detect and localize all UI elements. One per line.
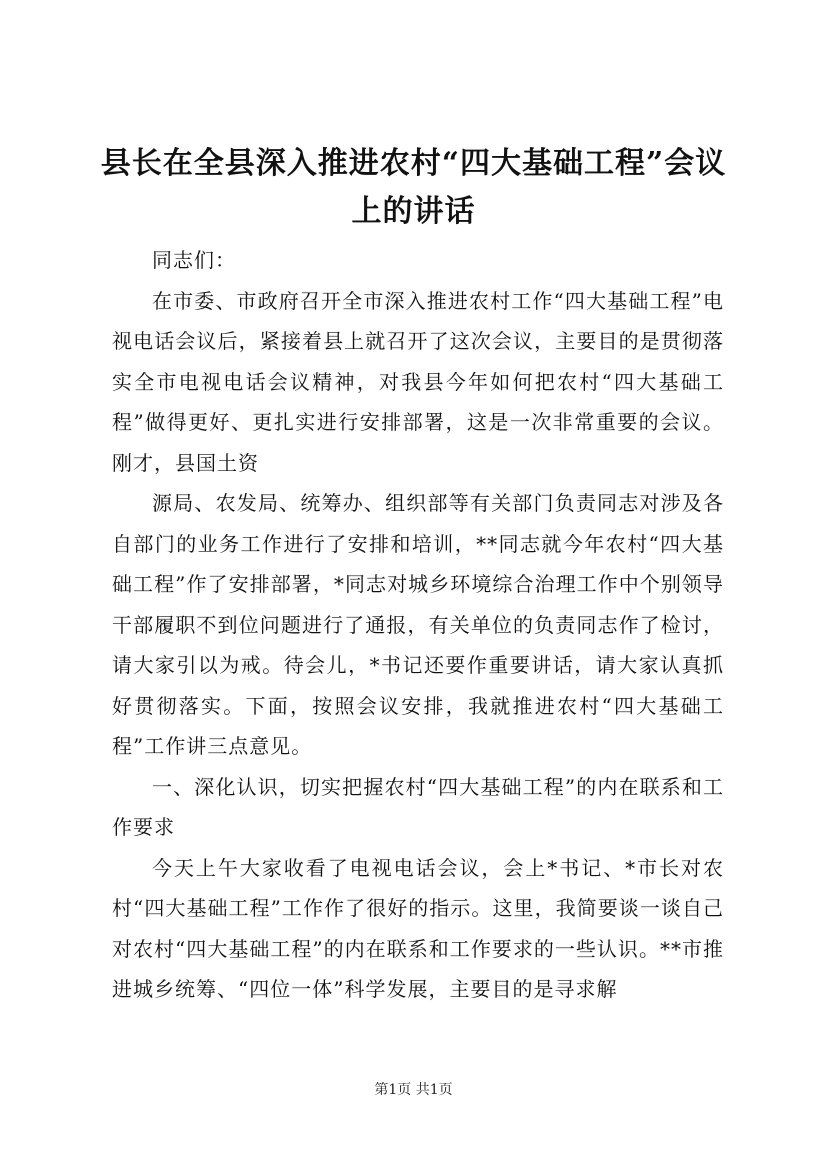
- salutation-paragraph: 同志们：: [152, 248, 236, 272]
- page-number-footer: 第1页 共1页: [374, 1082, 453, 1098]
- body-paragraph: 今天上午大家收看了电视电话会议，会上*书记、*市长对农村“四大基础工程”工作作了很好的指示。这里，我简要谈一谈自己对农村“四大基础工程”的内在联系和工作要求的一些认识。**市推进城乡统筹、“四位一体”科学发展，主要目的是寻求解: [112, 855, 724, 1001]
- document-title: 县长在全县深入推进农村“四大基础工程”会议上的讲话: [100, 146, 727, 229]
- body-paragraph: 源局、农发局、统筹办、组织部等有关部门负责同志对涉及各自部门的业务工作进行了安排和培训，**同志就今年农村“四大基础工程”作了安排部署，*同志对城乡环境综合治理工作中个别领导干部履职不到位问题进行了通报，有关单位的负责同志作了检讨，请大家引以为戒。待会儿，*书记还要作重要讲话，请大家认真抓好贯彻落实。下面，按照会议安排，我就推进农村“四大基础工程”工作讲三点意见。: [112, 491, 724, 758]
- section-heading: 一、深化认识，切实把握农村“四大基础工程”的内在联系和工作要求: [112, 774, 724, 839]
- document-body: [112, 240, 724, 1010]
- body-paragraph: 在市委、市政府召开全市深入推进农村工作“四大基础工程”电视电话会议后，紧接着县上就召开了这次会议，主要目的是贯彻落实全市电视电话会议精神，对我县今年如何把农村“四大基础工程”做得更好、更扎实进行安排部署，这是一次非常重要的会议。刚才，县国土资: [112, 288, 724, 475]
